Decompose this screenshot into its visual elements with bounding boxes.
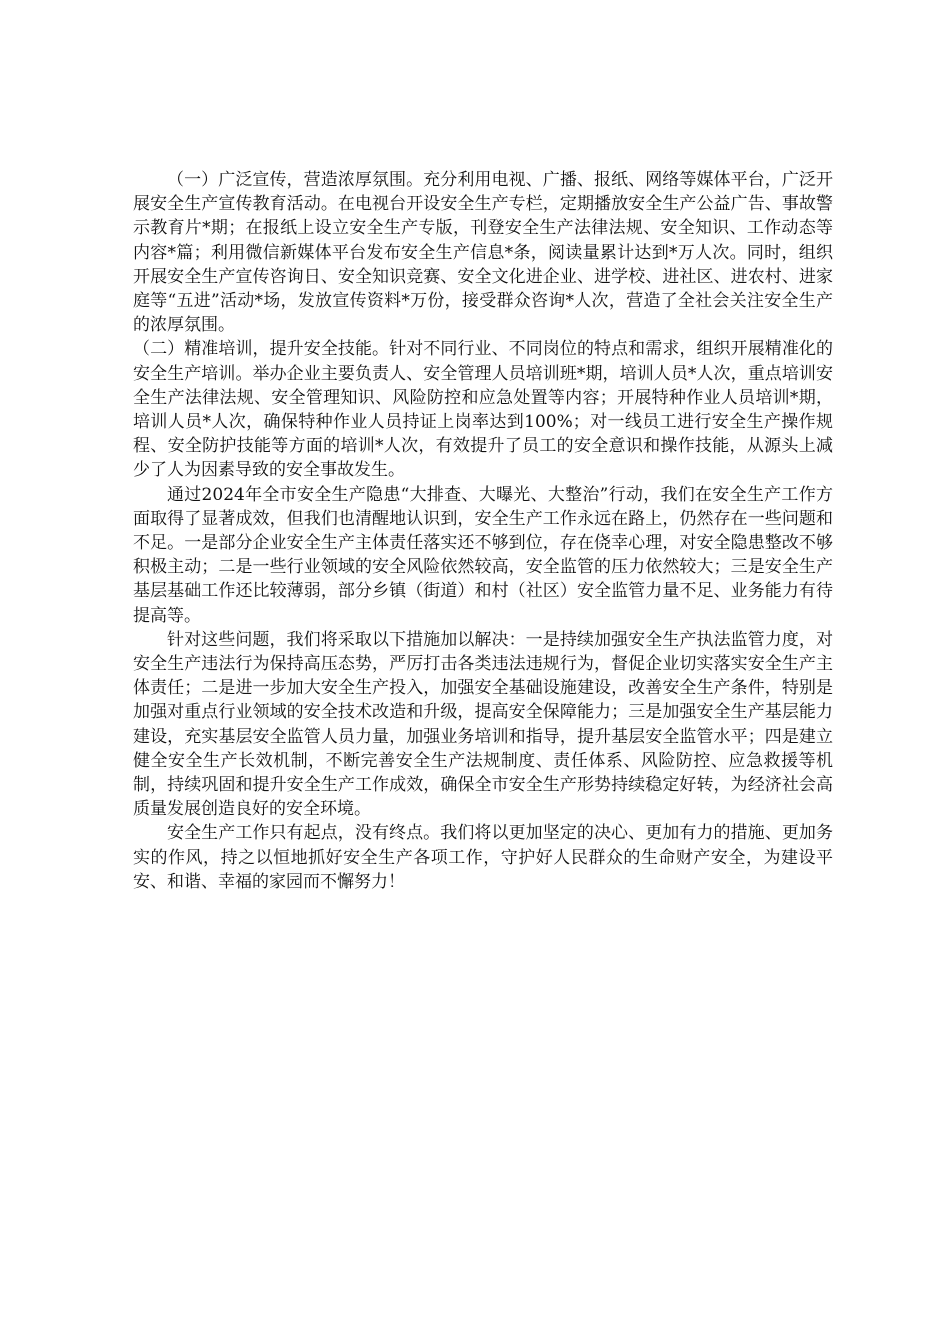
paragraph-measures: 针对这些问题，我们将采取以下措施加以解决：一是持续加强安全生产执法监管力度，对安全生产违法行为保持高压态势，严厉打击各类违法违规行为，督促企业切实落实安全生产主体责任；二是进一步加大安全生产投入，加强安全基础设施建设，改善安全生产条件，特别是加强对重点行业领域的安全技术改造和升级，提高安全保障能力；三是加强安全生产基层能力建设，充实基层安全监管人员力量，加强业务培训和指导，提升基层安全监管水平；四是建立健全安全生产长效机制，不断完善安全生产法规制度、责任体系、风险防控、应急救援等机制，持续巩固和提升安全生产工作成效，确保全市安全生产形势持续稳定好转，为经济社会高质量发展创造良好的安全环境。 [133, 629, 833, 820]
document-body [133, 168, 833, 894]
paragraph-conclusion: 安全生产工作只有起点，没有终点。我们将以更加坚定的决心、更加有力的措施、更加务实的作风，持之以恒地抓好安全生产各项工作，守护好人民群众的生命财产安全，为建设平安、和谐、幸福的家园而不懈努力！ [133, 823, 833, 892]
paragraph-training: （二）精准培训，提升安全技能。针对不同行业、不同岗位的特点和需求，组织开展精准化的安全生产培训。举办企业主要负责人、安全管理人员培训班*期，培训人员*人次，重点培训安全生产法律法规、安全管理知识、风险防控和应急处置等内容；开展特种作业人员培训*期，培训人员*人次，确保特种作业人员持证上岗率达到100%；对一线员工进行安全生产操作规程、安全防护技能等方面的培训*人次，有效提升了员工的安全意识和操作技能，从源头上减少了人为因素导致的安全事故发生。 [133, 339, 833, 481]
paragraph-problems: 通过2024年全市安全生产隐患“大排查、大曝光、大整治”行动，我们在安全生产工作方面取得了显著成效，但我们也清醒地认识到，安全生产工作永远在路上，仍然存在一些问题和不足。一是部分企业安全生产主体责任落实还不够到位，存在侥幸心理，对安全隐患整改不够积极主动；二是一些行业领域的安全风险依然较高，安全监管的压力依然较大；三是安全生产基层基础工作还比较薄弱，部分乡镇（街道）和村（社区）安全监管力量不足、业务能力有待提高等。 [133, 484, 833, 626]
paragraph-publicity: （一）广泛宣传，营造浓厚氛围。充分利用电视、广播、报纸、网络等媒体平台，广泛开展安全生产宣传教育活动。在电视台开设安全生产专栏，定期播放安全生产公益广告、事故警示教育片*期；在报纸上设立安全生产专版，刊登安全生产法律法规、安全知识、工作动态等内容*篇；利用微信新媒体平台发布安全生产信息*条，阅读量累计达到*万人次。同时，组织开展安全生产宣传咨询日、安全知识竞赛、安全文化进企业、进学校、进社区、进农村、进家庭等“五进”活动*场，发放宣传资料*万份，接受群众咨询*人次，营造了全社会关注安全生产的浓厚氛围。 [133, 170, 833, 336]
